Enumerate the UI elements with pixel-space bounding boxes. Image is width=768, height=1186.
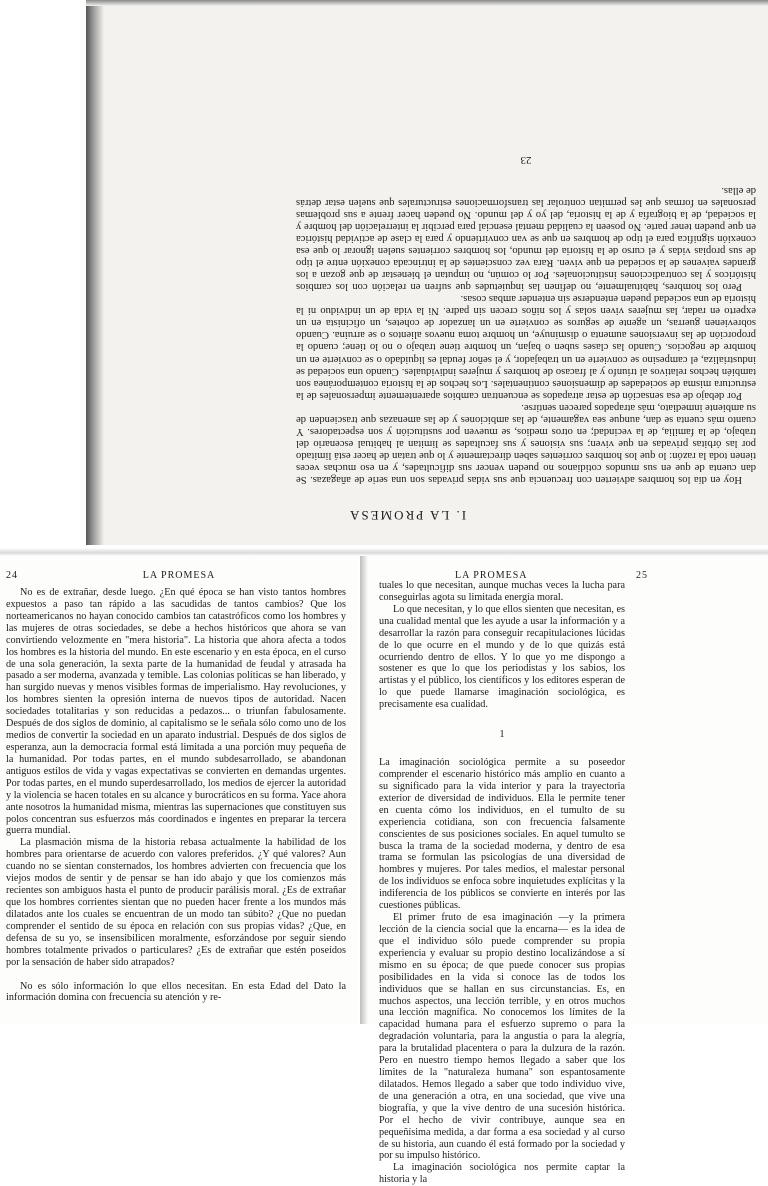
section-number: 1 (499, 729, 505, 741)
chapter-title: I. LA PROMESA (348, 508, 467, 523)
paragraph: No es de extrañar, desde luego. ¿En qué época se han visto tantos hombres expuestos a paso tan rápido a las sacudidas de tantos cambios? Que los norteamericanos no hayan conocido cambios tan catastróficos como los hombres y las mujeres de otras sociedades, se debe a hechos históricos que ahora se van convirtiendo velozmente en "mera historia". La historia que ahora afecta a todos los hombres es la historia del mundo. En este escenario y en esta época, en el curso de una sola generación, la sexta parte de la humanidad de feudal y atrasada ha pasado a ser moderna, avanzada y temible. Las colonias políticas se han liberado, y han surgido nuevas y menos visibles formas de imperialismo. Hay revoluciones, y los hombres sienten la opresión interna de nuevos tipos de autoridad. Nacen sociedades totalitarias y son reducidas a pedazos... o triunfan fabulosamente. Después de dos siglos de dominio, al capitalismo se le señala sólo como uno de los medios de convertir la sociedad en un aparato industrial. Después de dos siglos de esperanza, aun la democracia formal está limitada a una porción muy pequeña de la humanidad. Por todas partes, en el mundo subdesarrollado, se abandonan antiguos estilos de vida y vagas expectativas se convierten en demandas urgentes. Por todas partes, en el mundo superdesarrollado, los medios de ejercer la autoridad y la violencia se hacen totales en su alcance y burocráticos en su forma. Yace ahora ante nosotros la humanidad misma, mientras las supernaciones que constituyen sus polos concentran sus esfuerzos más coordinados e ingentes en preparar la tercera guerra mundial. (6, 587, 346, 837)
scan-edge-shadow (86, 0, 768, 6)
paragraph: La imaginación sociológica nos permite captar la historia y la (379, 1162, 625, 1186)
page-number: 24 (6, 570, 18, 581)
paragraph: Pero los hombres, habitualmente, no definen las inquietudes que sufren en relación con los cambios históricos y las contradicciones institucionales. Por lo común, no imputan el bienestar de que gozan a los grandes vaivenes de la sociedad en que viven. Rara vez conscientes de la intrincada conexión entre el tipo de sus propias vidas y el curso de la historia del mundo, los hombres corrientes suelen ignorar lo que esa conexión significa para el tipo de hombres en que se van convirtiendo y para la clase de actividad histórica en que pueden tener parte. No poseen la cualidad mental esencial para percibir la interrelación del hombre y la sociedad, de la biografía y de la historia, del yo y del mundo. No pueden hacer frente a sus problemas personales en formas que les permitan controlar las transformaciones estructurales que suelen estar detrás de ellas. (296, 184, 756, 293)
paragraph: Lo que necesitan, y lo que ellos sienten que necesitan, es una cualidad mental que les ayude a usar la información y a desarrollar la razón para conseguir recapitulaciones lúcidas de lo que ocurre en el mundo y de lo que quizás está ocurriendo dentro de ellos. Y lo que yo me dispongo a sostener es que lo que los periodistas y los sabios, los artistas y el público, los científicos y los editores esperan de lo que puede llamarse imaginación sociológica, es precisamente esa cualidad. (379, 603, 625, 711)
binding-shadow (360, 556, 368, 1024)
paragraph: El primer fruto de esa imaginación —y la primera lección de la ciencia social que la encarna— es la idea de que el individuo sólo puede comprender su propia experiencia y evaluar su propio destino localizándose a sí mismo en su época; de que puede conocer sus propias posibilidades en la vida si conoce las de todos los individuos que se hallan en sus circunstancias. Es, en muchos aspectos, una lección terrible, y en otros muchos una lección magnífica. No conocemos los límites de la capacidad humana para el esfuerzo supremo o para la degradación voluntaria, para la angustia o para la alegría, para la brutalidad placentera o para la dulzura de la razón. Pero en nuestro tiempo hemos llegado a saber que los límites de la "naturaleza humana" son espantosamente dilatados. Hemos llegado a saber que todo individuo vive, de una generación a otra, en una sociedad, que vive una biografía, y que la vive dentro de una sucesión histórica. Por el hecho de vivir contribuye, aunque sea en pequeñísima medida, a dar forma a esa sociedad y al curso de su historia, aun cuando él está formado por la sociedad y por su impulso histórico. (379, 912, 625, 1162)
right-page (360, 556, 768, 1186)
page-gutter (0, 548, 768, 556)
paragraph: Por debajo de esa sensación de estar atrapados se encuentran cambios aparentemente impersonales de la estructura misma de sociedades de dimensiones continentales. Los hechos de la historia contemporánea son también hechos relativos al triunfo y al fracaso de hombres y mujeres individuales. Cuando una sociedad se industrializa, el campesino se convierte en un trabajador, y el señor feudal es liquidado o se convierte en un hombre de negocios. Cuando las clases suben o bajan, un hombre tiene trabajo o no lo tiene; cuando la proporción de las inversiones aumenta o disminuye, un hombre toma nuevos alientos o se arruina. Cuando sobrevienen guerras, un agente de seguros se convierte en un lanzador de cohetes, un oficinista en un experto en radar, las mujeres viven solas y los niños crecen sin padre. Ni la vida de un individuo ni la historia de una sociedad pueden entenderse sin entender ambas cosas. (296, 293, 756, 401)
left-page-body (6, 587, 346, 1004)
left-page (0, 556, 358, 1024)
right-page-body (379, 580, 625, 1186)
page-number: 23 (520, 153, 532, 166)
binding-shadow (86, 0, 104, 545)
page-number: 25 (636, 570, 648, 581)
paragraph: Hoy en día los hombres advierten con frecuencia que sus vidas privadas son una serie de añagazas. Se dan cuenta de que en sus mundos cotidianos no pueden vencer sus dificultades, y en eso muchas veces tienen toda la razón: lo que los hombres corrientes saben directamente y lo que tratan de hacer está limitado por las órbitas privadas en que viven; sus visiones y sus facultades se limitan al habitual escenario del trabajo, de la familia, de la vecindad; en otros medios, se mueven por sustitución y son espectadores. Y cuanto más cuenta se dan, aunque sea vagamente, de las ambiciones y de las amenazas que trascienden de su ambiente inmediato, más atrapados parecen sentirse. (296, 401, 756, 485)
running-head: LA PROMESA (142, 570, 216, 581)
top-page-inverted (86, 0, 768, 545)
rotated-text-block (296, 28, 756, 523)
paragraph: La plasmación misma de la historia rebasa actualmente la habilidad de los hombres para orientarse de acuerdo con valores preferidos. ¿Y qué valores? Aun cuando no se sientan consternados, los hombres advierten con frecuencia que los viejos modos de sentir y de pensar se han ido abajo y que los comienzos más recientes son ambiguos hasta el punto de producir parálisis moral. ¿Es de extrañar que los hombres corrientes sientan que no pueden hacer frente a los mundos más dilatados ante los cuales se encuentran de un modo tan súbito? ¿Que no puedan comprender el sentido de su época en relación con sus propias vidas? ¿Que, en defensa de su yo, se insensibilicen moralmente, esforzándose por seguir siendo hombres totalmente privados o particulares? ¿Es de extrañar que estén poseídos por la sensación de haber sido atrapados? (6, 837, 346, 968)
paragraph: La imaginación sociológica permite a su poseedor comprender el escenario histórico más amplio en cuanto a su significado para la vida interior y para la trayectoria exterior de diversidad de individuos. Ella le permite tener en cuenta cómo los individuos, en el tumulto de su experiencia cotidiana, son con frecuencia falsamente conscientes de sus posiciones sociales. En aquel tumulto se busca la trama de la sociedad moderna, y dentro de esa trama se formulan las psicologías de una diversidad de hombres y mujeres. Por tales medios, el malestar personal de los individuos se enfoca sobre inquietudes explícitas y la indiferencia de los públicos se convierte en interés por las cuestiones públicas. (379, 757, 625, 912)
running-head: LA PROMESA (455, 570, 528, 581)
paragraph: tuales lo que necesitan, aunque muchas veces la lucha para conseguirlas agota su limitada energía moral. (379, 580, 625, 603)
paragraph: No es sólo información lo que ellos necesitan. En esta Edad del Dato la información domina con frecuencia su atención y re- (6, 980, 346, 1004)
top-page-body (296, 184, 756, 485)
